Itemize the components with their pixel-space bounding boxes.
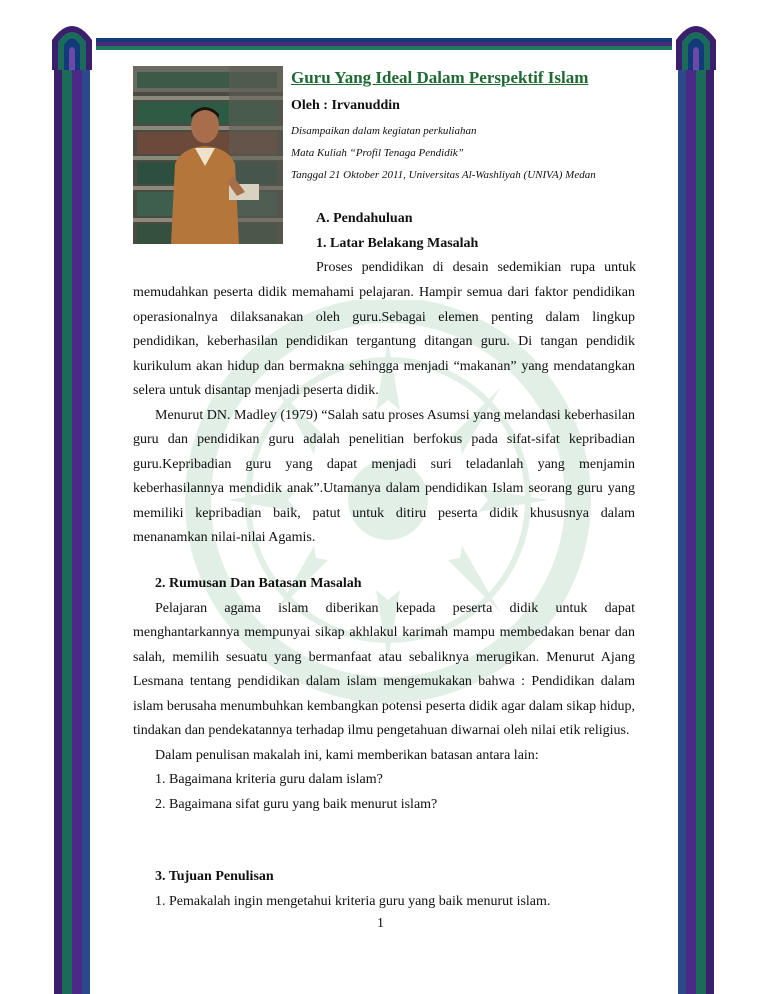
subsection-3-heading: 3. Tujuan Penulisan bbox=[155, 869, 274, 884]
date-venue-line: Tanggal 21 Oktober 2011, Universitas Al-Washliyah (UNIVA) Medan bbox=[291, 169, 596, 181]
author-line: Oleh : Irvanuddin bbox=[291, 98, 400, 113]
frame-top-border bbox=[96, 38, 672, 50]
list-item: 1. Bagaimana kriteria guru dalam islam? bbox=[155, 772, 383, 787]
list-item: 2. Bagaimana sifat guru yang baik menurut islam? bbox=[155, 796, 438, 812]
subsection-1-heading: 1. Latar Belakang Masalah bbox=[316, 235, 479, 251]
paragraph-intro-line: Proses pendidikan di desain sedemikian rupa untuk bbox=[316, 260, 636, 275]
list-item: 1. Pemakalah ingin mengetahui kriteria guru yang baik menurut islam. bbox=[155, 893, 551, 909]
page-number: 1 bbox=[377, 916, 384, 931]
section-a-heading: A. Pendahuluan bbox=[316, 211, 413, 226]
frame-left-border bbox=[54, 48, 90, 994]
paragraph-rumusan: Pelajaran agama islam diberikan kepada peserta didik untuk dapat menghantarkannya mempunyai sikap akhlakul karimah mampu membedakan benar dan salah, memilih sesuatu yang bermanfaat atau sebaliknya merugikan. Menurut Ajang Lesmana tentang pendidikan dalam islam mengemukakan bahwa : Pendidikan dalam islam berusaha menumbuhkan kembangkan potensi peserta didik agar dalam sikap hidup, tindakan dan pendekatannya terhadap ilmu pengetahuan diwarnai oleh nilai etik religius. bbox=[133, 600, 635, 738]
section-3 bbox=[133, 865, 635, 914]
paragraph-batasan-intro: Dalam penulisan makalah ini, kami memberikan batasan antara lain: bbox=[155, 747, 539, 763]
background-paragraphs bbox=[133, 281, 635, 551]
gothic-arch-ornament-icon bbox=[674, 18, 718, 70]
section-a-heading-block bbox=[316, 207, 636, 281]
context-line: Disampaikan dalam kegiatan perkuliahan bbox=[291, 125, 477, 137]
subsection-2-heading: 2. Rumusan Dan Batasan Masalah bbox=[155, 576, 362, 591]
section-2 bbox=[133, 572, 635, 817]
document-header bbox=[291, 66, 636, 186]
course-line: Mata Kuliah “Profil Tenaga Pendidik” bbox=[291, 147, 464, 159]
frame-right-border bbox=[678, 48, 714, 994]
paragraph-background: memudahkan peserta didik memahami pelajaran. Hampir semua dari faktor pendidikan operasionalnya dilaksanakan oleh guru.Sebagai elemen penting dalam lingkup pendidikan, keberhasilan pendidikan tergantung ditangan guru. Di tangan pendidik kurikulum akan hidup dan bermakna sehingga menjadi “makanan” yang mendatangkan selera untuk disantap menjadi peserta didik. bbox=[133, 285, 635, 398]
author-photo bbox=[133, 66, 283, 244]
document-title: Guru Yang Ideal Dalam Perspektif Islam bbox=[291, 68, 589, 87]
paragraph-madley-quote: Menurut DN. Madley (1979) “Salah satu proses Asumsi yang melandasi keberhasilan guru dan pendidikan guru adalah penelitian berfokus pada sifat-sifat kepribadian guru.Kepribadian guru yang dapat menjadi suri teladanlah yang menjamin keberhasilannya mendidik anak”.Utamanya dalam pendidikan Islam seorang guru yang memiliki kepribadian baik, patut untuk ditiru peserta didik khususnya dalam menanamkan nilai-nilai Agamis. bbox=[133, 407, 635, 545]
gothic-arch-ornament-icon bbox=[50, 18, 94, 70]
